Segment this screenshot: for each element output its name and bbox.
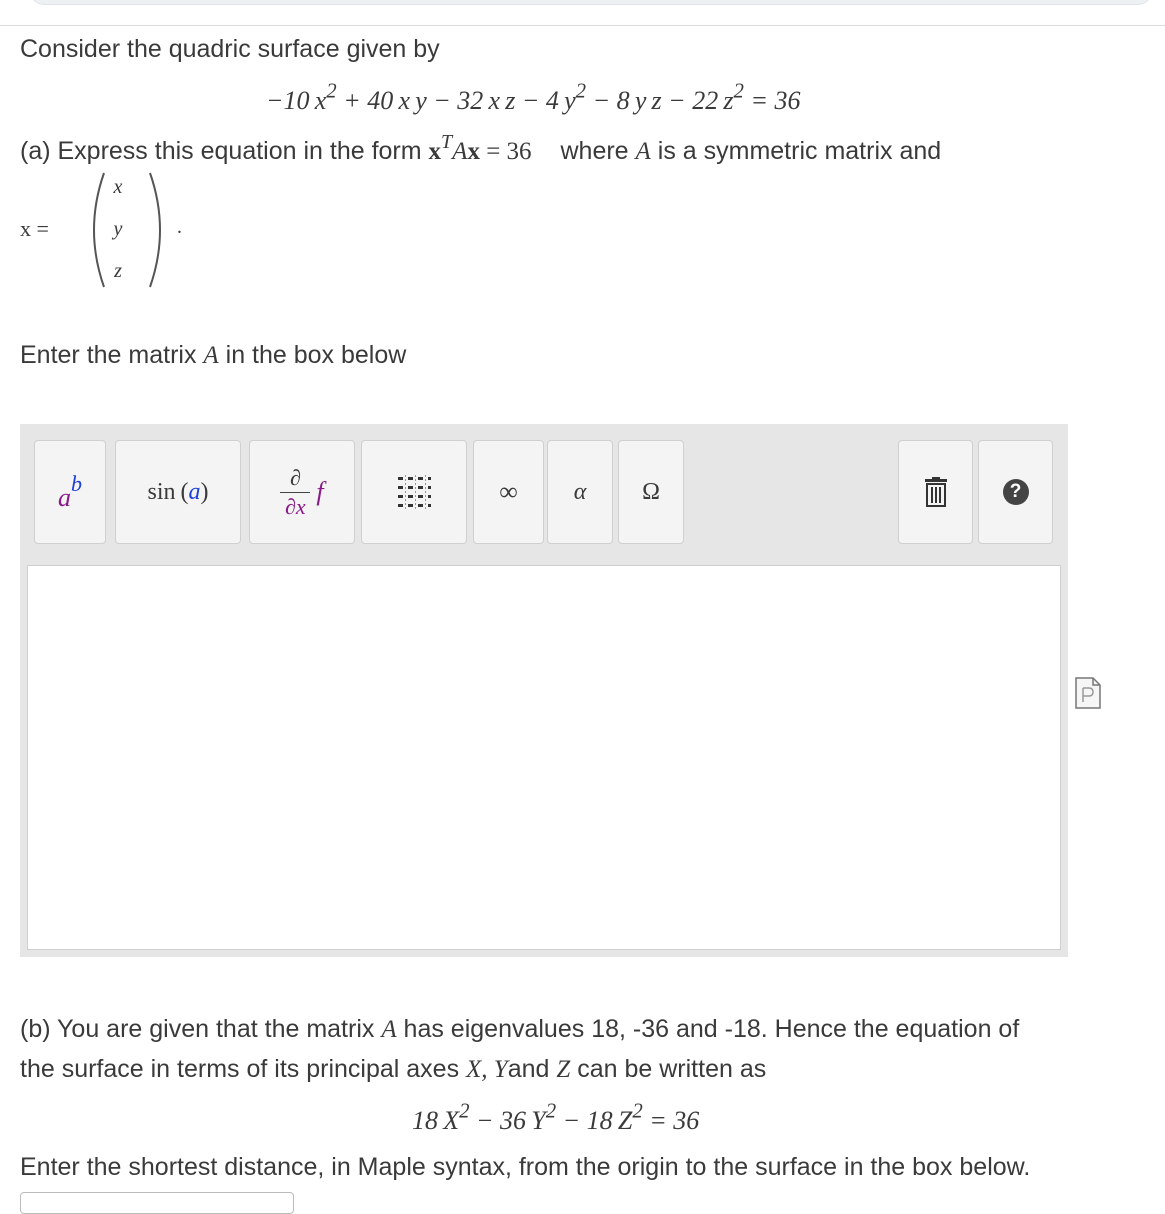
peq-exp-3: 2: [632, 1099, 643, 1123]
divider: [0, 25, 1165, 26]
sin-arg: a: [188, 478, 201, 505]
vector-entry-x: x: [113, 176, 123, 198]
omega-symbol: Ω: [642, 478, 660, 505]
part-a-text: [20, 131, 942, 167]
deriv-numerator: ∂: [289, 464, 301, 490]
matrix-input-area[interactable]: [27, 565, 1061, 950]
infinity-button[interactable]: [473, 440, 544, 544]
part-b-line2-prefix: the surface in terms of its principal axes: [20, 1055, 467, 1083]
matrix-A-symbol: A: [635, 138, 651, 165]
eq-term-2: + 40 x y − 32 x z − 4 y: [336, 86, 576, 115]
deriv-f: f: [316, 477, 324, 506]
greek-lower-button[interactable]: [547, 440, 613, 544]
where-text: where: [560, 137, 636, 165]
eq-term-1: −10 x: [266, 86, 327, 115]
distance-answer-input[interactable]: [20, 1192, 294, 1214]
eq-term-4: = 36: [743, 86, 801, 115]
enter-matrix-text: [20, 340, 406, 371]
peq-term-4: = 36: [642, 1106, 700, 1135]
sin-label: sin: [147, 478, 176, 505]
help-button[interactable]: [978, 440, 1053, 544]
matrix-button[interactable]: [361, 440, 467, 544]
derivative-button[interactable]: [249, 440, 355, 544]
part-a-prefix: (a) Express this equation in the form: [20, 137, 429, 165]
and-text: and: [507, 1055, 557, 1083]
trash-icon: [923, 477, 949, 507]
part-b-prefix: (b) You are given that the matrix: [20, 1015, 382, 1043]
power-button[interactable]: [34, 440, 106, 544]
peq-term-2: − 36 Y: [469, 1106, 546, 1135]
form-x: x: [428, 138, 442, 165]
eq-exp-2: 2: [575, 79, 587, 103]
right-paren: [146, 170, 172, 290]
enter-matrix-A: A: [203, 342, 219, 369]
power-base: a: [58, 483, 71, 512]
peq-exp-1: 2: [459, 1099, 470, 1123]
enter-matrix-suffix: in the box below: [218, 341, 407, 369]
part-b-line-1: [20, 1014, 1019, 1045]
sin-button[interactable]: sin ( a ): [115, 440, 241, 544]
form-A: A: [452, 138, 468, 165]
eq-exp-3: 2: [733, 79, 744, 103]
vector-entry-y: y: [113, 218, 123, 240]
principal-equation: [412, 1099, 700, 1136]
form-T: T: [441, 131, 453, 153]
eq-exp-1: 2: [326, 79, 337, 103]
axis-Z: Z: [556, 1056, 571, 1083]
infinity-symbol: ∞: [499, 477, 518, 506]
quadric-equation: [266, 79, 801, 116]
peq-term-3: − 18 Z: [556, 1106, 633, 1135]
vector-entry-z: z: [114, 260, 122, 282]
vector-label: x =: [20, 216, 49, 241]
deriv-denominator: ∂x: [285, 493, 306, 519]
enter-matrix-prefix: Enter the matrix: [20, 341, 204, 369]
form-x2: x: [467, 138, 480, 165]
eq-term-3: − 8 y z − 22 z: [586, 86, 734, 115]
power-exp: b: [71, 471, 82, 496]
part-b-line2-suffix: can be written as: [570, 1055, 767, 1083]
peq-term-1: 18 X: [412, 1106, 460, 1135]
final-instruction: Enter the shortest distance, in Maple syntax, from the origin to the surface in the box below.: [20, 1153, 1031, 1181]
vector-x: [20, 170, 190, 290]
matrix-grid-icon: [396, 473, 432, 511]
math-editor: [20, 424, 1068, 957]
top-panel-edge: [30, 0, 1152, 5]
form-eq: = 36: [479, 138, 532, 165]
help-icon: ?: [1003, 479, 1029, 505]
preview-document-icon[interactable]: [1074, 676, 1102, 710]
intro-text: Consider the quadric surface given by: [20, 35, 440, 63]
part-a-rest: is a symmetric matrix and: [650, 137, 942, 165]
part-b-A: A: [381, 1016, 397, 1043]
greek-upper-button[interactable]: [618, 440, 684, 544]
axes-XY: X, Y: [466, 1056, 508, 1083]
clear-button[interactable]: [898, 440, 973, 544]
vector-period: .: [177, 216, 182, 238]
peq-exp-2: 2: [545, 1099, 557, 1123]
part-b-suffix: has eigenvalues 18, -36 and -18. Hence the equation of: [396, 1015, 1020, 1043]
alpha-symbol: α: [573, 478, 587, 505]
part-b-line-2: [20, 1054, 766, 1085]
